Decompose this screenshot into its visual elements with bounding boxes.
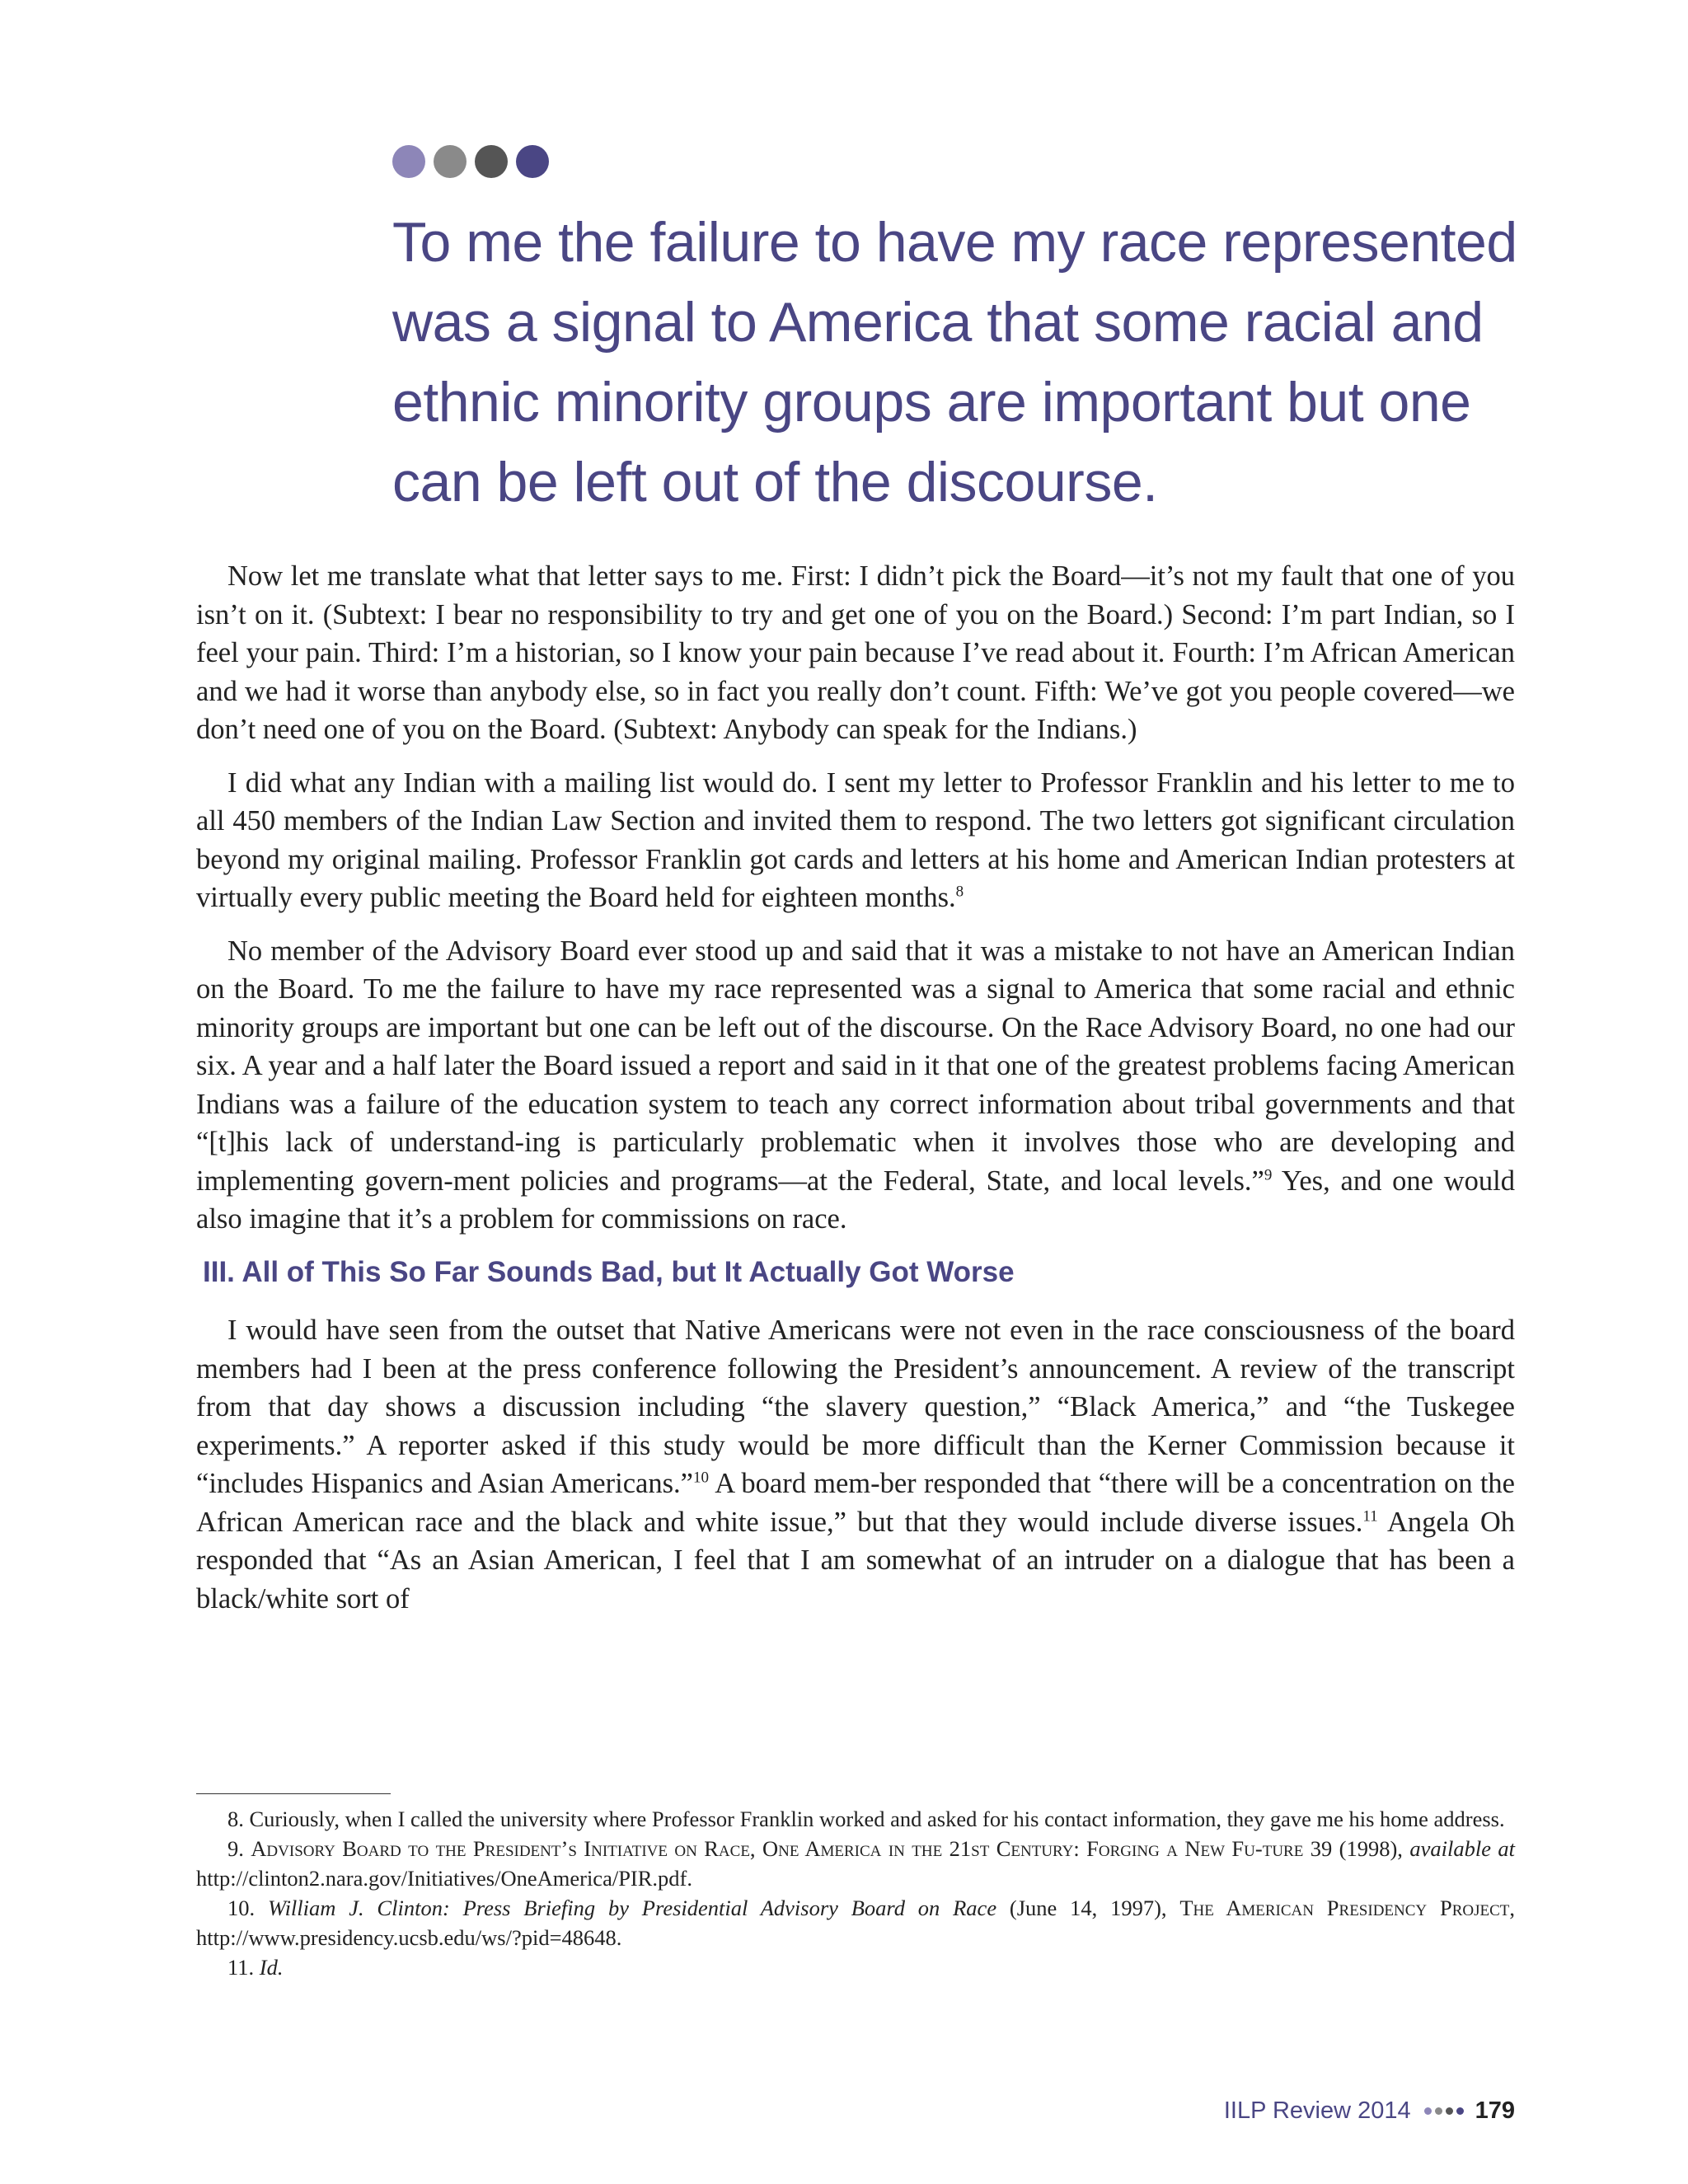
footnote-10-title: William J. Clinton: Press Briefing by Presidential Advisory Board on Race bbox=[267, 1896, 997, 1920]
journal-title: IILP Review 2014 bbox=[1223, 2097, 1411, 2124]
paragraph-3 bbox=[196, 932, 1515, 1239]
footnote-11-num: 11. bbox=[227, 1955, 260, 1980]
paragraph-1: Now let me translate what that letter says to me. First: I didn’t pick the Board—it’s not my fault that one of you isn’t on it. (Subtext: I bear no responsibility to try and get one of you on the Board.) Second: I’m part Indian, so I feel your pain. Third: I’m a historian, so I know your pain because I’ve read about it. Fourth: I’m African American and we had it worse than anybody else, so in fact you really don’t count. Fifth: We’ve got you people covered—we don’t need one of you on the Board. (Subtext: Anybody can speak for the Indians.) bbox=[196, 560, 1515, 745]
footnote-divider bbox=[196, 1793, 391, 1794]
footer-dot-3 bbox=[1446, 2107, 1453, 2115]
footnote-9-signal: available at bbox=[1409, 1836, 1515, 1861]
footnote-ref-9[interactable]: 9 bbox=[1264, 1166, 1273, 1183]
footnotes bbox=[196, 1793, 1515, 1982]
paragraph-3-text: No member of the Advisory Board ever stood up and said that it was a mistake to not have an American Indian on the Board. To me the failure to have my race represented was a signal to America that some racial and ethnic minority groups are important but one can be left out of the discourse. On the Race Advisory Board, no one had our six. A year and a half later the Board issued a report and said in it that one of the greatest problems facing American Indians was a failure of the education system to teach any correct information about tribal governments and that “[t]his lack of understand-ing is particularly problematic when it involves those who are developing and implementing govern-ment policies and programs—at the Federal, State, and local levels.” bbox=[196, 935, 1515, 1197]
footnote-11 bbox=[196, 1952, 1515, 1982]
footnote-10-num: 10. bbox=[227, 1896, 268, 1920]
dot-3 bbox=[475, 145, 508, 178]
paragraph-4-text-a: I would have seen from the outset that Native Americans were not even in the race consciousness of the board members had I been at the press conference following the President’s announcement. A review of the transcript from that day shows a discussion including “the slavery question,” “Black America,” and “the Tuskegee experiments.” A reporter asked if this study would be more difficult than the Kerner Commission because it “includes Hispanics and Asian Americans.” bbox=[196, 1315, 1515, 1499]
decorative-dots bbox=[392, 145, 549, 178]
page-number: 179 bbox=[1475, 2097, 1515, 2124]
footnote-9-text: 39 (1998), bbox=[1303, 1836, 1410, 1861]
footer-dot-1 bbox=[1424, 2107, 1432, 2115]
footnote-10-url[interactable]: , http://www.presidency.ucsb.edu/ws/?pid=48648. bbox=[196, 1896, 1515, 1950]
paragraph-2-text: I did what any Indian with a mailing list would do. I sent my letter to Professor Franklin and his letter to me to all 450 members of the Indian Law Section and invited them to respond. The two letters got significant circulation beyond my original mailing. Professor Franklin got cards and letters at his home and American Indian protesters at virtually every public meeting the Board held for eighteen months. bbox=[196, 766, 1515, 913]
footnote-11-text: Id. bbox=[259, 1955, 284, 1980]
footer-dot-2 bbox=[1435, 2107, 1442, 2115]
section-heading: III. All of This So Far Sounds Bad, but It Actually Got Worse bbox=[203, 1255, 1015, 1288]
paragraph-2 bbox=[196, 764, 1515, 917]
article-body bbox=[196, 557, 1515, 1633]
paragraph-3-end: Yes, and one would also imagine that it’s a problem for commissions on race. bbox=[196, 1165, 1515, 1235]
footnote-9 bbox=[196, 1834, 1515, 1893]
footnote-ref-10[interactable]: 10 bbox=[692, 1469, 709, 1487]
footer-dots bbox=[1424, 2107, 1464, 2115]
footnote-ref-11[interactable]: 11 bbox=[1362, 1507, 1378, 1525]
dot-4 bbox=[516, 145, 549, 178]
footnote-9-num: 9. bbox=[227, 1836, 251, 1861]
paragraph-4 bbox=[196, 1311, 1515, 1618]
paragraph-4-text-c: Angela Oh responded that “As an Asian American, I feel that I am somewhat of an intruder on a dialogue that has been a black/white sort of bbox=[196, 1506, 1516, 1615]
footnote-10-source: The American Presidency Project bbox=[1179, 1896, 1510, 1920]
footnote-8: 8. Curiously, when I called the university where Professor Franklin worked and asked for his contact information, they gave me his home address. bbox=[227, 1807, 1505, 1831]
dot-1 bbox=[392, 145, 425, 178]
footer-dot-4 bbox=[1456, 2107, 1464, 2115]
footnote-9-url[interactable]: http://clinton2.nara.gov/Initiatives/OneAmerica/PIR.pdf. bbox=[196, 1866, 693, 1891]
footnote-10-date: (June 14, 1997), bbox=[996, 1896, 1180, 1920]
dot-2 bbox=[434, 145, 467, 178]
footnote-9-source: Advisory Board to the President’s Initiative on Race, One America in the 21st Century: Forging a New Fu-ture bbox=[251, 1836, 1304, 1861]
footnote-10 bbox=[196, 1893, 1515, 1952]
page-footer bbox=[1224, 2097, 1515, 2125]
pull-quote: To me the failure to have my race represented was a signal to America that some racial and ethnic minority groups are important but one can be left out of the discourse. bbox=[392, 211, 1517, 513]
paragraph-4-text-b: A board mem-ber responded that “there will be a concentration on the African American race and the black and white issue,” but that they would include diverse issues. bbox=[196, 1468, 1515, 1538]
footnote-ref-8[interactable]: 8 bbox=[955, 883, 964, 901]
